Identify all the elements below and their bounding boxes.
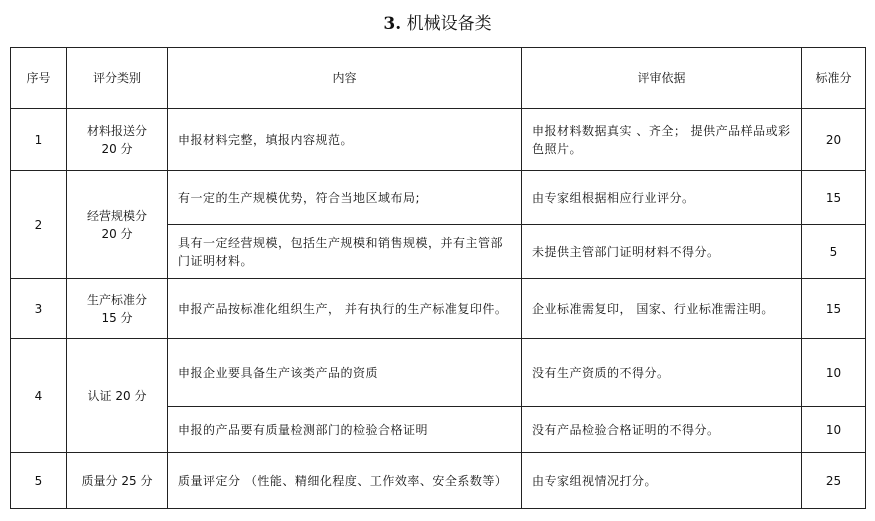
- row-score: 5: [802, 225, 866, 279]
- header-content: 内容: [168, 48, 522, 109]
- row-basis: 企业标准需复印， 国家、行业标准需注明。: [522, 279, 802, 339]
- title-text: 机械设备类: [406, 14, 492, 34]
- row-number: 2: [11, 171, 67, 279]
- table-row: [11, 171, 866, 225]
- row-score: 15: [802, 279, 866, 339]
- row-content: 申报产品按标准化组织生产， 并有执行的生产标准复印件。: [168, 279, 522, 339]
- category-points: 20 分: [101, 226, 133, 241]
- row-category: 质量分 25 分: [67, 453, 168, 509]
- table-row: [11, 109, 866, 171]
- row-content: 申报材料完整，填报内容规范。: [168, 109, 522, 171]
- row-score: 10: [802, 407, 866, 453]
- document-title: [0, 12, 875, 36]
- row-basis: 没有生产资质的不得分。: [522, 339, 802, 407]
- row-number: 4: [11, 339, 67, 453]
- row-number: 1: [11, 109, 67, 171]
- row-score: 15: [802, 171, 866, 225]
- header-basis: 评审依据: [522, 48, 802, 109]
- category-name: 经营规模分: [86, 208, 147, 223]
- header-no: 序号: [11, 48, 67, 109]
- category-name: 材料报送分: [86, 123, 147, 138]
- row-score: 25: [802, 453, 866, 509]
- category-name: 生产标准分: [86, 292, 147, 307]
- table-row: [11, 339, 866, 407]
- header-row: [11, 48, 866, 109]
- row-number: 5: [11, 453, 67, 509]
- row-basis: 申报材料数据真实 、齐全； 提供产品样品或彩色照片。: [522, 109, 802, 171]
- header-score: 标准分: [802, 48, 866, 109]
- row-basis: 由专家组根据相应行业评分。: [522, 171, 802, 225]
- row-content: 有一定的生产规模优势，符合当地区域布局;: [168, 171, 522, 225]
- table-row: [11, 279, 866, 339]
- row-score: 10: [802, 339, 866, 407]
- category-points: 15 分: [101, 310, 133, 325]
- row-basis: 由专家组视情况打分。: [522, 453, 802, 509]
- row-category: [67, 171, 168, 279]
- header-category: 评分类别: [67, 48, 168, 109]
- row-content: 申报企业要具备生产该类产品的资质: [168, 339, 522, 407]
- row-category: 认证 20 分: [67, 339, 168, 453]
- table-row: [11, 453, 866, 509]
- row-content: 具有一定经营规模，包括生产规模和销售规模，并有主管部门证明材料。: [168, 225, 522, 279]
- row-content: 申报的产品要有质量检测部门的检验合格证明: [168, 407, 522, 453]
- category-points: 20 分: [101, 141, 133, 156]
- row-basis: 未提供主管部门证明材料不得分。: [522, 225, 802, 279]
- scoring-table: [10, 47, 866, 509]
- title-number: 3.: [383, 14, 402, 34]
- row-number: 3: [11, 279, 67, 339]
- row-category: [67, 279, 168, 339]
- row-category: [67, 109, 168, 171]
- row-content: 质量评定分 （性能、精细化程度、工作效率、安全系数等）: [168, 453, 522, 509]
- row-score: 20: [802, 109, 866, 171]
- row-basis: 没有产品检验合格证明的不得分。: [522, 407, 802, 453]
